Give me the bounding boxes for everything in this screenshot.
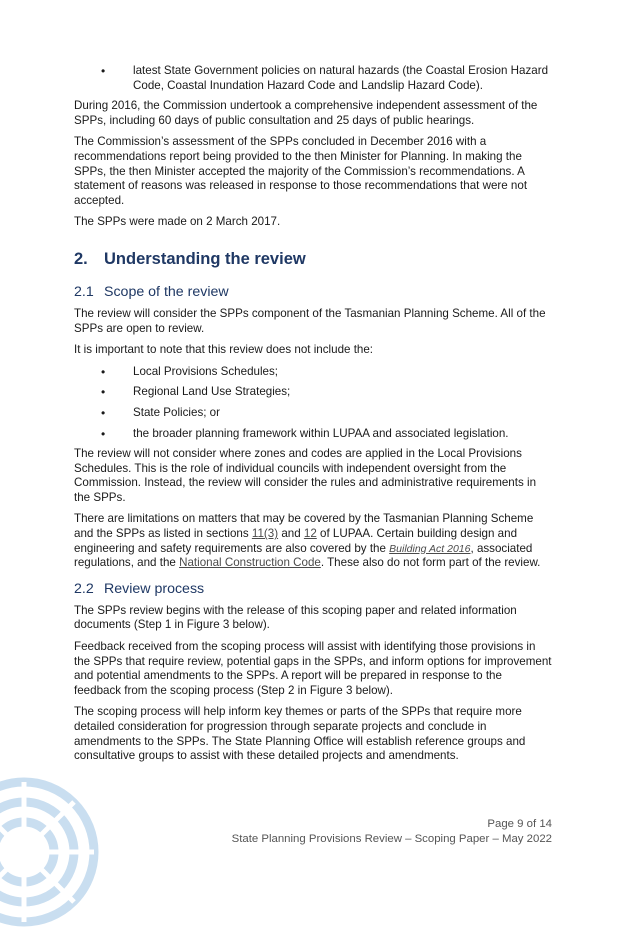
paragraph: The review will not consider where zones and codes are applied in the Local Provisions Schedules. This is the role of individual councils with independent oversight from the Commission. Instead, the review will consider the rules and administrative requirements in the SPPs.	[74, 447, 537, 504]
paragraph: It is important to note that this review does not include the:	[74, 343, 374, 357]
section-12-link[interactable]: 12	[303, 527, 317, 541]
paragraph: The review will consider the SPPs component of the Tasmanian Planning Scheme. All of the SPPs are open to review.	[74, 306, 546, 335]
text-run: . These also do not form part of the review.	[320, 556, 541, 570]
subsection-heading-scope	[74, 283, 552, 301]
section-heading	[74, 249, 552, 269]
section-title: Understanding the review	[104, 249, 306, 268]
list-item: • State Policies; or	[74, 406, 552, 421]
paragraph: Feedback received from the scoping process will assist with identifying those provisions in the SPPs that require review, potential gaps in the SPPs, and inform options for improvement and potential amendments to the SPPs. A report will be prepared in response to the feedback from the scoping process (Step 2 in Figure 3 below).	[74, 640, 552, 697]
document-footer-title: State Planning Provisions Review – Scoping Paper – May 2022	[231, 833, 552, 845]
page-number: Page 9 of 14	[487, 818, 552, 830]
paragraph: The SPPs review begins with the release of this scoping paper and related information documents (Step 1 in Figure 3 below).	[74, 603, 517, 632]
text-run: and	[278, 527, 304, 541]
text-run: , associated regulations, and the	[74, 541, 533, 570]
section-number: 2.	[74, 249, 88, 268]
list-item: • the broader planning framework within LUPAA and associated legislation.	[74, 427, 552, 442]
subsection-number: 2.1	[74, 283, 94, 300]
decorative-circles-logo-icon	[0, 772, 104, 932]
national-construction-code-link[interactable]: National Construction Code	[179, 556, 321, 570]
list-item: • latest State Government policies on natural hazards (the Coastal Erosion Hazard Code, Coastal Inundation Hazard Code and Landslip Hazard Code).	[74, 64, 552, 93]
building-act-link[interactable]: Building Act 2016	[389, 542, 471, 555]
page-content	[74, 64, 552, 771]
paragraph-with-links	[74, 512, 552, 570]
list-item: • Regional Land Use Strategies;	[74, 385, 552, 400]
paragraph: The scoping process will help inform key themes or parts of the SPPs that require more detailed consideration for progression through separate projects and conclude in amendments to the SPPs. The State Planning Office will establish reference groups and consultative groups to assist with these detailed projects and amendments.	[74, 705, 526, 763]
exclusions-list	[74, 365, 552, 441]
subsection-title: Scope of the review	[104, 283, 229, 300]
text-run: of LUPAA. Certain building design and engineering and safety requirements are also covered by the	[74, 527, 518, 555]
section-11-3-link[interactable]: 11(3)	[251, 527, 279, 541]
paragraph: The Commission’s assessment of the SPPs concluded in December 2016 with a recommendations report being provided to the then Minister for Planning. In making the SPPs, the then Minister accepted the majority of the Commission’s recommendations. A statement of reasons was released in response to those recommendations that were not accepted.	[74, 135, 528, 207]
list-item: • Local Provisions Schedules;	[74, 365, 552, 380]
subsection-heading-process	[74, 580, 552, 598]
paragraph: During 2016, the Commission undertook a comprehensive independent assessment of the SPPs, including 60 days of public consultation and 25 days of public hearings.	[74, 99, 538, 127]
intro-bullet-list	[74, 64, 552, 93]
paragraph: The SPPs were made on 2 March 2017.	[74, 215, 281, 229]
text-run: There are limitations on matters that may be covered by the Tasmanian Planning Scheme and the SPPs as listed in sections	[74, 512, 534, 541]
subsection-number: 2.2	[74, 580, 94, 597]
subsection-title: Review process	[104, 580, 205, 597]
